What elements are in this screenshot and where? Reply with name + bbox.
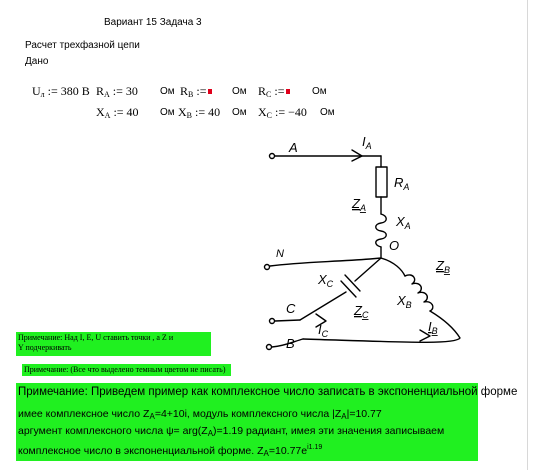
note-dark-text: Примечание: (Все что выделено темным цветом не писать): [24, 365, 226, 374]
note-line4-mid: =10.77e: [268, 445, 308, 457]
note-dark-box: [22, 364, 231, 376]
note-line4-pre: комплексное число в экспоненциальной форме. Z: [18, 445, 264, 457]
xa-unit: Ом: [160, 107, 175, 118]
xc-unit: Ом: [320, 107, 335, 118]
xb-symbol: X: [178, 105, 187, 119]
label-ia-sub: A: [365, 141, 372, 151]
note-exponential-line1: Примечание: Приведем пример как комплексное число записать в экспоненциальной форме: [18, 386, 518, 398]
note-exponential-line3: [18, 425, 444, 438]
label-za: [351, 196, 366, 213]
rc-symbol: R: [258, 84, 267, 98]
label-o: O: [389, 238, 400, 253]
wire-zc-c: [300, 292, 346, 320]
note-line2-mid: =4+10i, модуль комплексного числа |Z: [154, 408, 342, 420]
wire-n: [270, 258, 381, 266]
label-xb-sub: B: [405, 300, 412, 310]
inductor-xa: [376, 214, 387, 247]
xa-value: := 40: [113, 105, 139, 119]
note-line2-post: |=10.77: [346, 408, 382, 420]
ra-unit: Ом: [160, 86, 175, 97]
note-line2-sub2: A: [341, 412, 347, 421]
note-exponential-box: [16, 383, 518, 461]
label-b: B: [286, 336, 295, 351]
terminal-n: [265, 265, 270, 270]
label-ra-main: R: [394, 175, 404, 190]
voltage-subscript: л: [40, 90, 45, 99]
terminal-a: [270, 154, 275, 159]
wire-c: [275, 320, 300, 321]
rc-subscript: C: [266, 90, 272, 99]
note-line2-pre: имее комплексное число Z: [18, 408, 150, 420]
label-xa-main: X: [396, 214, 405, 229]
label-ic-main: I: [318, 322, 322, 337]
wire-node-zb: [381, 258, 405, 276]
label-ib: [428, 319, 438, 336]
rb-unit: Ом: [232, 86, 247, 97]
label-xa: [395, 214, 411, 231]
label-c: C: [286, 301, 296, 316]
label-ic: [318, 322, 329, 339]
label-n: N: [276, 248, 284, 260]
note-exponential-line4: [18, 444, 322, 458]
note-overline-text: [16, 332, 211, 353]
label-xb: [396, 293, 412, 310]
ra-subscript: A: [104, 90, 110, 99]
note-line4-sup: i1.19: [307, 444, 323, 451]
xa-subscript: A: [104, 111, 111, 120]
label-xc: [317, 272, 334, 289]
label-ib-main: I: [428, 319, 432, 334]
label-za-sub: A: [359, 203, 366, 213]
wire-node-zc: [355, 258, 381, 281]
note-exponential-line2: [18, 408, 382, 421]
rb-symbol: R: [180, 84, 189, 98]
terminal-b: [267, 345, 272, 350]
label-ra-sub: A: [403, 182, 410, 192]
resistor-ra: [376, 167, 387, 197]
note-line3-pre: аргумент комплексного числа ψ= arg(Z: [18, 425, 208, 437]
intro-heading: Расчет трехфазной цепи: [25, 40, 140, 51]
xc-value: := −40: [275, 105, 307, 119]
label-xc-main: X: [318, 272, 327, 287]
label-zb: [435, 258, 450, 275]
label-zb-main: Z: [436, 258, 444, 273]
xc-symbol: X: [258, 105, 267, 119]
note-overline-line1: Примечание: Над I, E, U ставить точки , а Z и: [18, 333, 174, 342]
note-line3-post: )=1.19 радиант, имея эти значения записываем: [213, 425, 445, 437]
xa-symbol: X: [96, 105, 105, 119]
label-xa-sub: A: [404, 221, 411, 231]
label-a: A: [289, 140, 298, 155]
rb-subscript: B: [188, 90, 194, 99]
xb-subscript: B: [186, 111, 193, 120]
label-zc: [353, 303, 369, 320]
ra-symbol: R: [96, 84, 105, 98]
note-overline-line2: Y подчеркивать: [18, 343, 72, 352]
rc-unit: Ом: [312, 86, 327, 97]
label-ra: [394, 175, 409, 192]
label-zc-main: Z: [354, 303, 362, 318]
xb-value: := 40: [195, 105, 221, 119]
voltage-value: := 380 В: [47, 84, 90, 98]
given-heading: Дано: [25, 56, 49, 67]
rb-value: :=: [196, 84, 207, 98]
terminal-c: [270, 319, 275, 324]
ra-value: := 30: [112, 84, 138, 98]
label-zc-sub: C: [361, 310, 369, 320]
label-zb-sub: B: [443, 265, 450, 275]
voltage-symbol: U: [32, 84, 41, 98]
page-title: Вариант 15 Задача 3: [104, 17, 202, 28]
label-za-main: Z: [352, 196, 360, 211]
xb-unit: Ом: [232, 107, 247, 118]
label-xc-sub: C: [326, 279, 334, 289]
label-ia: [362, 134, 372, 151]
label-ic-sub: C: [321, 329, 329, 339]
rc-value: :=: [274, 84, 285, 98]
note-line3-sub: A: [207, 429, 214, 438]
note-line4-sub: A: [263, 449, 269, 458]
label-ia-main: I: [362, 134, 366, 149]
note-line2-sub: A: [149, 412, 155, 421]
note-overline-box: [16, 332, 211, 356]
label-xb-main: X: [397, 293, 406, 308]
label-ib-sub: B: [431, 326, 438, 336]
xc-subscript: C: [266, 111, 273, 120]
